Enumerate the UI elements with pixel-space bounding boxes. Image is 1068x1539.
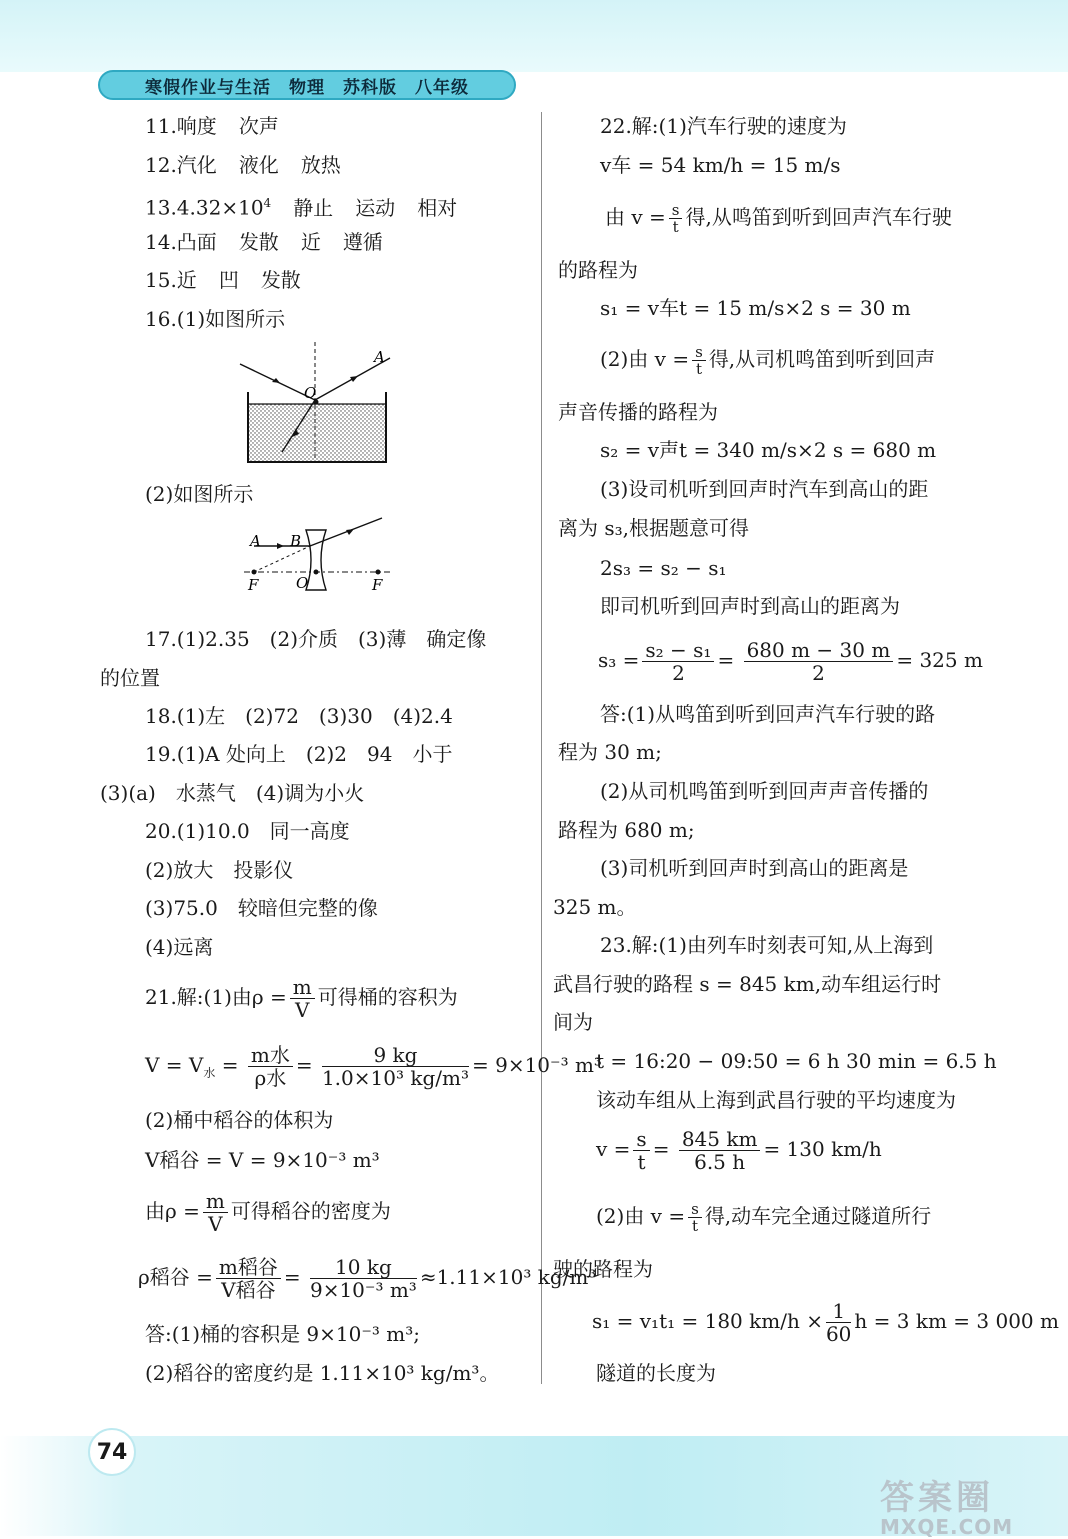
answer-19: 19.(1)A 处向上 (2)2 94 小于 <box>145 742 453 766</box>
diverged-arrow-icon <box>346 529 354 535</box>
concave-lens <box>306 530 326 590</box>
header-book-title: 寒假作业与生活 <box>145 77 271 98</box>
reflected-arrow-icon <box>350 376 358 382</box>
answer-22-step3-result-intro: 即司机听到回声时到高山的距离为 <box>600 594 900 618</box>
answer-20: 20.(1)10.0 同一高度 <box>145 819 350 843</box>
concave-lens-diagram <box>240 512 400 596</box>
answer-23-cont2: 间为 <box>553 1010 593 1034</box>
answer-22-step3: (3)设司机听到回声时汽车到高山的距 <box>600 477 929 501</box>
focus-right <box>376 570 381 575</box>
column-divider <box>541 112 542 1384</box>
header-grade: 八年级 <box>415 77 469 98</box>
answer-23-avg-intro: 该动车组从上海到武昌行驶的平均速度为 <box>596 1088 956 1112</box>
answer-23-tunnel-intro: 隧道的长度为 <box>596 1361 716 1385</box>
answer-18: 18.(1)左 (2)72 (3)30 (4)2.4 <box>145 704 453 728</box>
refraction-diagram <box>230 340 400 468</box>
answer-20-part4: (4)远离 <box>145 935 214 959</box>
equation-tunnel-path: s₁ = v₁t₁ = 180 km/h × $\frac{1}{60}$ h = 3 km = 3 000 m <box>592 1299 1059 1346</box>
answer-22-step2: (2)由 v = $\frac{s}{t}$ 得,从司机鸣笛到听到回声 <box>600 343 936 378</box>
answer-21-conclusion-1: 答:(1)桶的容积是 9×10⁻³ m³; <box>145 1322 421 1346</box>
answer-22-step3-cont: 离为 s₃,根据题意可得 <box>558 516 749 540</box>
label-f-right: F <box>372 576 383 594</box>
answer-15: 15.近 凹 发散 <box>145 268 301 292</box>
optical-center <box>314 570 319 575</box>
answer-22-step1: 由 v = $\frac{s}{t}$ 得,从鸣笛到听到回声汽车行驶 <box>605 201 952 236</box>
equation-rice-volume: V稻谷 = V = 9×10⁻³ m³ <box>145 1148 380 1172</box>
label-a: A <box>250 532 261 550</box>
header-subject: 物理 <box>289 77 325 98</box>
answer-17: 17.(1)2.35 (2)介质 (3)薄 确定像 <box>145 627 487 651</box>
header-edition: 苏科版 <box>343 77 397 98</box>
answer-17-cont: 的位置 <box>100 666 160 690</box>
diverged-ray <box>310 518 382 546</box>
equation-time: t = 16:20 − 09:50 = 6 h 30 min = 6.5 h <box>596 1049 997 1073</box>
answer-13: $13.4.32\times 10^4$ 静止 运动 相对 <box>145 195 458 220</box>
answer-16-part1: 16.(1)如图所示 <box>145 307 286 331</box>
equation-car-speed: v车 = 54 km/h = 15 m/s <box>600 153 841 177</box>
equation-s3: s₃ = $\frac{\text{s₂ − s₁}}{2}$ = $\frac{680 m - 30 m}{2}$ = 325 m <box>598 638 983 685</box>
answer-22-conclusion-2: (2)从司机鸣笛到听到回声声音传播的 <box>600 779 929 803</box>
equation-2s3: 2s₃ = s₂ − s₁ <box>600 556 727 580</box>
top-band <box>0 0 1068 72</box>
answer-20-part3: (3)75.0 较暗但完整的像 <box>145 896 378 920</box>
answer-21-density-intro: 由ρ = $\frac{m}{V}$ 可得稻谷的密度为 <box>145 1189 391 1236</box>
answer-16-part2: (2)如图所示 <box>145 482 254 506</box>
equation-avg-speed: v = $\frac{s}{t}$ = $\frac{845 km}{6.5 h}$ = 130 km/h <box>596 1127 882 1174</box>
label-o: O <box>296 574 309 592</box>
answer-23-cont: 武昌行驶的路程 s = 845 km,动车组运行时 <box>553 972 942 996</box>
answer-22-conclusion-3-cont: 325 m。 <box>553 895 637 919</box>
answer-21-conclusion-2: (2)稻谷的密度约是 1.11×10³ kg/m³。 <box>145 1361 500 1385</box>
answer-22-conclusion-1-cont: 程为 30 m; <box>558 740 662 764</box>
answer-22: 22.解:(1)汽车行驶的速度为 <box>600 114 847 138</box>
label-f-left: F <box>248 576 259 594</box>
focus-left <box>252 570 257 575</box>
answer-11: 11.响度 次声 <box>145 114 279 138</box>
watermark-logo: 答案圈 MXQE.COM <box>880 1478 1014 1539</box>
label-o: O <box>304 384 317 402</box>
answer-21-part2: (2)桶中稻谷的体积为 <box>145 1108 334 1132</box>
answer-22-step1-cont: 的路程为 <box>558 258 638 282</box>
page-number: 74 <box>88 1428 136 1476</box>
water-region <box>248 404 386 462</box>
ray-arrow-icon <box>277 543 284 549</box>
equation-density: ρ稻谷 = $\frac{\text{m稻谷}}{\text{V稻谷}}$ = $\frac{10 kg}{\text{9×10⁻³ m³}}$ ≈1.11×10³ kg/m³ <box>138 1255 597 1302</box>
answer-20-part2: (2)放大 投影仪 <box>145 858 294 882</box>
answer-23-step2-cont: 驶的路程为 <box>553 1257 653 1281</box>
extension-line <box>254 546 310 572</box>
answer-22-conclusion-3: (3)司机听到回声时到高山的距离是 <box>600 856 909 880</box>
page-header <box>98 70 516 100</box>
answer-12: 12.汽化 液化 放热 <box>145 153 341 177</box>
equation-volume: $V = V_水$ = $\frac{\text{m水}}{\text{ρ水}}$ = $\frac{9 kg}{\text{1.0×10³ kg/m³}}$ = 9×10⁻³ m³ <box>145 1043 602 1090</box>
equation-s1: s₁ = v车t = 15 m/s×2 s = 30 m <box>600 296 911 320</box>
answer-23: 23.解:(1)由列车时刻表可知,从上海到 <box>600 933 934 957</box>
equation-s2: s₂ = v声t = 340 m/s×2 s = 680 m <box>600 438 937 462</box>
answer-22-conclusion-1: 答:(1)从鸣笛到听到回声汽车行驶的路 <box>600 702 936 726</box>
answer-14: 14.凸面 发散 近 遵循 <box>145 230 383 254</box>
answer-23-step2: (2)由 v = $\frac{s}{t}$ 得,动车完全通过隧道所行 <box>596 1200 932 1235</box>
label-a: A <box>374 348 385 366</box>
answer-19-cont: (3)(a) 水蒸气 (4)调为小火 <box>100 781 365 805</box>
answer-22-step2-cont: 声音传播的路程为 <box>558 400 718 424</box>
label-b: B <box>290 532 302 550</box>
answer-22-conclusion-2-cont: 路程为 680 m; <box>558 818 695 842</box>
answer-21: 21.解:(1)由ρ = $\frac{m}{V}$ 可得桶的容积为 <box>145 975 458 1022</box>
